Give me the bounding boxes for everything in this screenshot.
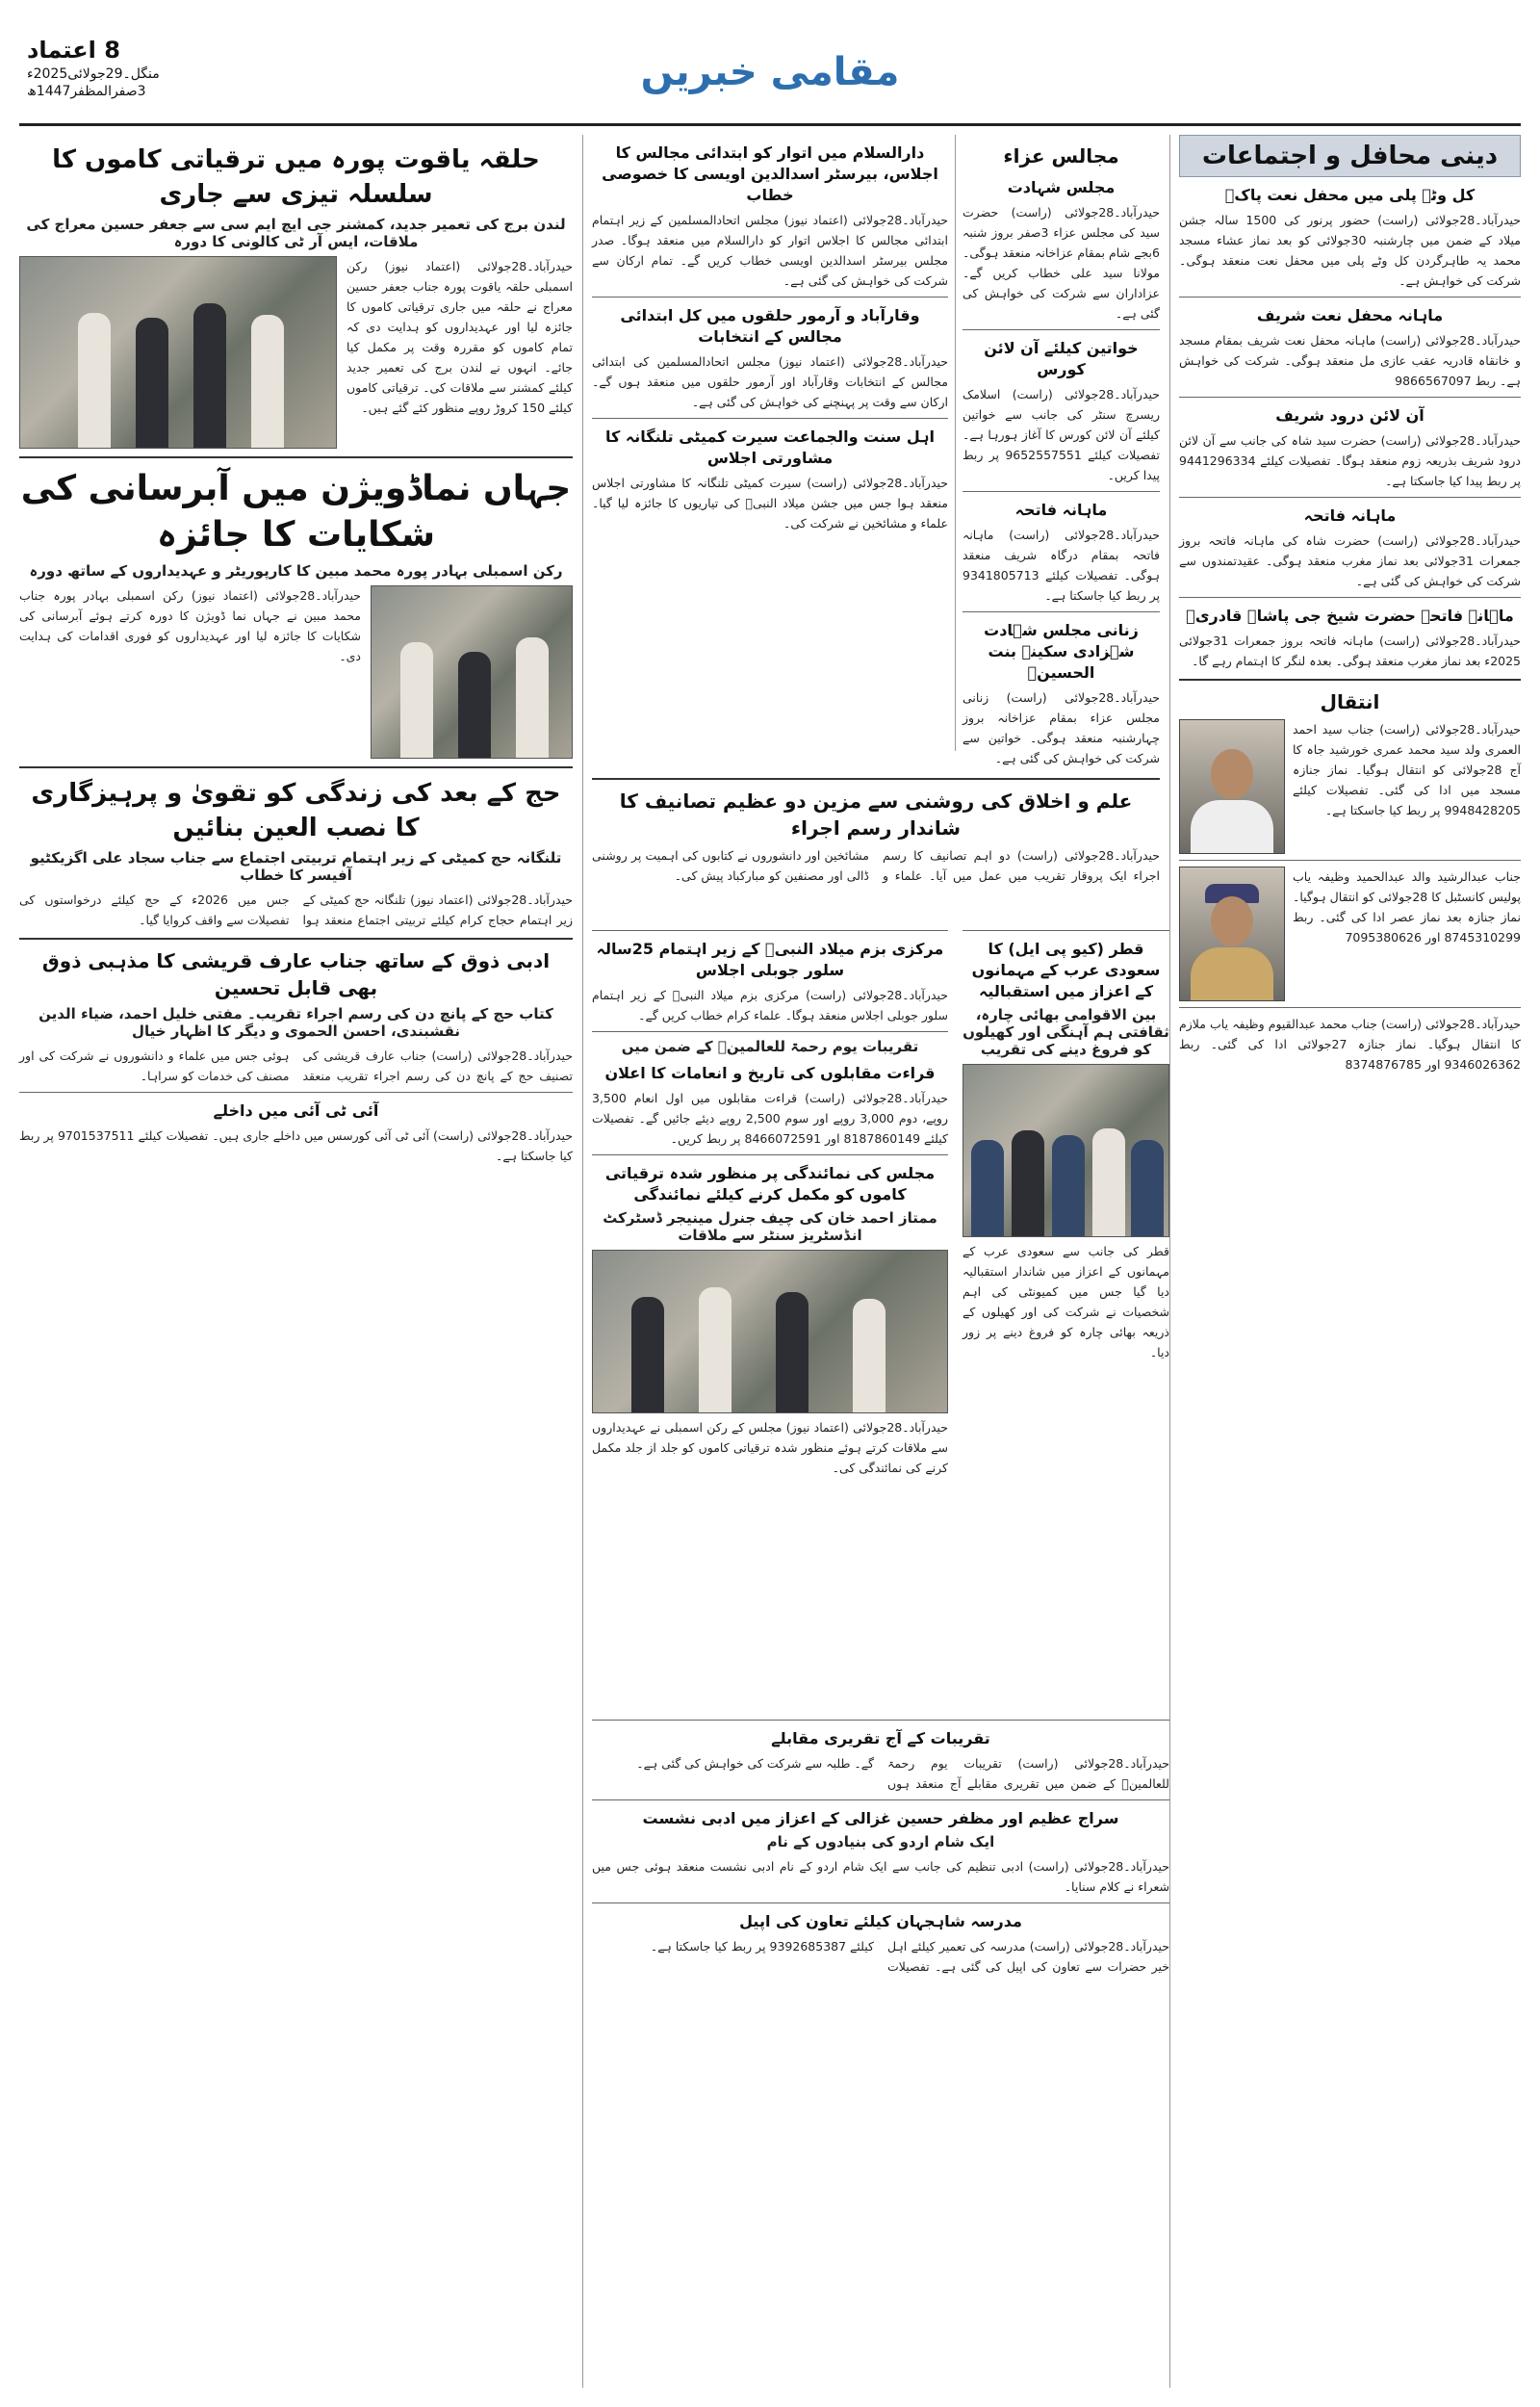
divider: [1179, 679, 1521, 681]
second-subhead: رکن اسمبلی بہادر پورہ محمد مبین کا کارپوریٹر و عہدیداروں کے ساتھ دورہ: [29, 562, 563, 580]
divider: [592, 1720, 1169, 1721]
site-inspection-photo: [19, 256, 337, 449]
third-body: حیدرآباد۔28جولائی (اعتماد نیوز) تلنگانہ حج کمیٹی کے زیر اہتمام حجاج کرام کیلئے تربیتی اجتماع منعقد ہوا جس میں 2026ء کے حج کیلئے درخواستوں کی تفصیلات سے واقف کروایا گیا۔: [19, 893, 573, 927]
story-body: حیدرآباد۔28جولائی (راست) دو اہم تصانیف کا رسم اجراء ایک پروقار تقریب میں عمل میں آیا۔ علماء و مشائخین اور دانشوروں نے کتابوں کی اہمیت پر روشنی ڈالی اور مصنفین کو مبارکباد پیش کی۔: [592, 848, 1160, 883]
obituary-2: [1179, 867, 1521, 1001]
item-head: ماہانہ محفل نعت شریف: [1256, 306, 1444, 324]
iti-body: حیدرآباد۔28جولائی (راست) آئی ٹی آئی کورسس میں داخلے جاری ہیں۔ تفصیلات کیلئے 9701537511 پر ربط کیا جاسکتا ہے۔: [19, 1128, 573, 1163]
person: [251, 315, 284, 448]
person: [631, 1297, 664, 1412]
lead-column: [19, 135, 573, 1166]
group-photo: [962, 1064, 1169, 1237]
divider: [19, 938, 573, 940]
story-body: حیدرآباد۔28جولائی (اعتماد نیوز) مجلس اتحادالمسلمین کے زیر اہتمام ابتدائی مجالس کا اجلاس اتوار کو دارالسلام میں منعقد ہوگا۔ صدر مجلس بیرسٹر اسدالدین اویسی خطاب کریں گے۔ تمام ارکان سے شرکت کی خواہش کی گئی ہے۔: [592, 213, 948, 288]
item-body: حیدرآباد۔28جولائی (راست) حضرت سید کی مجلس عزاء 3صفر بروز شنبہ 6بجے شام بمقام عزاخانہ منعقد ہوگی۔ مولانا سید علی خطاب کریں گے۔ عزاداران سے شرکت کی خواہش کی گئی ہے۔: [962, 205, 1160, 321]
date-hijri: 3صفرالمظفر1447ھ: [27, 84, 146, 99]
divider: [1179, 397, 1521, 398]
obituary-body: حیدرآباد۔28جولائی (راست) جناب سید احمد العمری ولد سید محمد عمری خورشید جاہ کا آج 28جولائی کو انتقال ہوگیا۔ نماز جنازہ مسجد میں ادا کی گئی۔ تفصیلات کیلئے 9948428205 پر ربط کیا جاسکتا ہے۔: [1293, 722, 1522, 817]
fourth-body: حیدرآباد۔28جولائی (راست) جناب عارف قریشی کی تصنیف حج کے پانچ دن کی رسم اجراء تقریب منعقد ہوئی جس میں علماء و دانشوروں نے شرکت کی اور مصنف کی خدمات کو سراہا۔: [19, 1048, 573, 1083]
divider: [592, 1799, 1169, 1800]
shoulders: [1191, 800, 1273, 853]
shoulders: [1191, 947, 1273, 1000]
lower-middle-band: [592, 1714, 1169, 1977]
majalis-column: [962, 135, 1160, 768]
divider: [1179, 297, 1521, 298]
person: [78, 313, 111, 448]
third-headline: حج کے بعد کی زندگی کو تقویٰ و پرہیزگاری کا نصب العین بنائیں: [31, 779, 561, 842]
story-body: حیدرآباد۔28جولائی (راست) سیرت کمیٹی تلنگانہ کا مشاورتی اجلاس منعقد ہوا جس میں جشن میلاد النبیؐ کی تیاریوں کا جائزہ لیا گیا۔ علماء و مشائخین نے شرکت کی۔: [592, 476, 948, 531]
item-head: خواتین کیلئے آن لائن کورس: [984, 339, 1139, 378]
item-head: ماہانہ فاتحہ حضرت شیخ جی پاشاہ قادریؒ: [1186, 607, 1514, 625]
person: [516, 637, 549, 758]
item-body: حیدرآباد۔28جولائی (راست) زنانی مجلس عزاء بمقام عزاخانہ بروز چہارشنبہ منعقد ہوگی۔ خواتین سے شرکت کی خواہش کی گئی ہے۔: [962, 690, 1160, 765]
divider: [592, 297, 948, 298]
issue-date: [27, 65, 181, 100]
story-body: حیدرآباد۔28جولائی (راست) مرکزی بزم میلاد النبیؐ کے زیر اہتمام سلور جوبلی اجلاس منعقد ہوگا۔ علماء کرام خطاب کریں گے۔: [592, 988, 948, 1022]
divider: [19, 1092, 573, 1093]
divider: [19, 456, 573, 458]
divider: [1179, 860, 1521, 861]
person: [1052, 1135, 1085, 1236]
divider: [962, 329, 1160, 330]
divider: [962, 491, 1160, 492]
person: [400, 642, 433, 758]
story-head: مرکزی بزم میلاد النبیؐ کے زیر اہتمام 25سالہ سلور جوبلی اجلاس: [596, 940, 944, 979]
divider: [19, 766, 573, 768]
person: [1131, 1140, 1164, 1236]
lead-subhead: لندن برج کی تعمیر جدید، کمشنر جی ایچ ایم سی سے جعفر حسین معراج کی ملاقات، ایس آر ٹی کالونی کا دورہ: [26, 216, 566, 250]
divider: [592, 418, 948, 419]
divider: [962, 611, 1160, 612]
lead-headline: حلقہ یاقوت پورہ میں ترقیاتی کاموں کا سلسلہ تیزی سے جاری: [52, 145, 540, 209]
majalis-title: مجالس عزاء: [1003, 144, 1119, 168]
divider: [592, 1154, 948, 1155]
item-body: حیدرآباد۔28جولائی (راست) ماہانہ فاتحہ بمقام درگاہ شریف منعقد ہوگی۔ تفصیلات کیلئے 9341805713 پر ربط کیا جاسکتا ہے۔: [962, 528, 1160, 603]
fourth-headline: ادبی ذوق کے ساتھ جناب عارف قریشی کا مذہبی ذوق بھی قابل تحسین: [41, 949, 551, 999]
story-body: حیدرآباد۔28جولائی (راست) مدرسہ کی تعمیر کیلئے اہل خیر حضرات سے تعاون کی اپیل کی گئی ہے۔ تفصیلات کیلئے 9392685387 پر ربط کیا جاسکتا ہے۔: [650, 1939, 1169, 1974]
lead-story: [19, 256, 573, 449]
divider: [962, 930, 1169, 931]
divider: [592, 1902, 1169, 1903]
story-sub: ایک شام اردو کی بنیادوں کے نام: [766, 1833, 995, 1851]
story-head: سراج عظیم اور مظفر حسین غزالی کے اعزاز میں ادبی نشست: [642, 1809, 1119, 1827]
iti-headline: آئی ٹی آئی میں داخلے: [213, 1101, 379, 1120]
story-body: قطر کی جانب سے سعودی عرب کے مہمانوں کے اعزاز میں شاندار استقبالیہ دیا گیا جس میں کمیونٹی کی اہم شخصیات نے شرکت کی اور کھیلوں کے ذریعہ بھائی چارہ کو فروغ دینے پر زور دیا۔: [962, 1244, 1169, 1359]
item-body: حیدرآباد۔28جولائی (راست) ماہانہ محفل نعت شریف بمقام مسجد و خانقاہ قادریہ عقب عازی مل منعقد ہوگی۔ شرکت کی خواہش ہے۔ ربط 9866567097: [1179, 333, 1521, 388]
column-rule: [582, 135, 583, 2388]
item-body: حیدرآباد۔28جولائی (راست) حضرت شاہ کی ماہانہ فاتحہ بروز جمعرات 31جولائی بعد نماز مغرب منعقد ہوگی۔ عقیدتمندوں سے شرکت کی خواہش کی گئی ہے۔: [1179, 533, 1521, 588]
person: [1092, 1128, 1125, 1236]
story-body: حیدرآباد۔28جولائی (راست) قراءت مقابلوں میں اول انعام 3,500 روپے، دوم 3,000 روپے اور سوم 2,500 روپے دیئے جائیں گے۔ تفصیلات کیلئے 8187860149 اور 8466072591 پر ربط کریں۔: [592, 1091, 948, 1146]
divider: [1179, 497, 1521, 498]
lead-body: حیدرآباد۔28جولائی (اعتماد نیوز) رکن اسمبلی حلقہ یاقوت پورہ جناب جعفر حسین معراج نے حلقہ میں جاری ترقیاتی کاموں کا جائزہ لیا اور عہدیداروں کو ہدایت دی کہ تمام کاموں کو مقررہ وقت پر مکمل کیا جائے۔ انہوں نے لندن برج کی تعمیر جدید کیلئے کمشنر سے ملاقات کی۔ ترقیاتی کاموں کیلئے 150 کروڑ روپے منظور کئے گئے ہیں۔: [346, 259, 573, 415]
obituary-1: [1179, 719, 1521, 854]
divider: [1179, 1007, 1521, 1008]
divider: [592, 1031, 948, 1032]
masthead-rule: [19, 123, 1521, 126]
story-head: دارالسلام میں اتوار کو ابتدائی مجالس کا اجلاس، بیرسٹر اسدالدین اویسی کا خصوصی خطاب: [602, 143, 938, 204]
portrait-photo: [1179, 719, 1285, 854]
middle-news-column-lower: [592, 924, 948, 1478]
story-sub: تقریبات یوم رحمۃ للعالمینؐ کے ضمن میں: [621, 1038, 919, 1055]
qpl-story: [962, 924, 1169, 1362]
story-head: تقریبات کے آج تقریری مقابلے: [771, 1729, 990, 1747]
obituary-body: جناب عبدالرشید والد عبدالحمید وظیفہ یاب پولیس کانسٹبل کا 28جولائی کو انتقال ہوگیا۔ نماز جنازہ بعد نماز عصر ادا کی گئی۔ ربط 8745310299 اور 7095380626: [1293, 869, 1521, 945]
story-head: مدرسہ شاہجہان کیلئے تعاون کی اپیل: [739, 1912, 1022, 1930]
second-story: [19, 585, 573, 759]
story-head: اہل سنت والجماعت سیرت کمیٹی تلنگانہ کا مشاورتی اجلاس: [605, 427, 935, 467]
meeting-photo: [592, 1250, 948, 1413]
item-body: حیدرآباد۔28جولائی (راست) حضرت سید شاہ کی جانب سے آن لائن درود شریف بذریعہ زوم منعقد ہوگا۔ تفصیلات کیلئے 9441296334 پر ربط پیدا کیا جاسکتا ہے۔: [1179, 433, 1521, 488]
divider: [592, 930, 948, 931]
divider: [1179, 597, 1521, 598]
person: [136, 318, 168, 448]
item-head: مجلس شہادت: [1007, 178, 1116, 196]
second-headline: جہاں نماڈویژن میں آبرسانی کی شکایات کا جائزہ: [20, 469, 572, 555]
divider: [592, 778, 1160, 780]
religious-banner: دینی محافل و اجتماعات: [1179, 135, 1521, 177]
item-head: زنانی مجلس شہادت شہزادی سکینہ بنت الحسینؑ: [984, 621, 1139, 682]
face: [1211, 896, 1253, 946]
person: [776, 1292, 808, 1412]
page-number: 8 اعتماد: [27, 37, 120, 64]
item-body: حیدرآباد۔28جولائی (راست) اسلامک ریسرچ سنٹر کی جانب سے خواتین کیلئے آن لائن کورس کا آغاز ہورہا ہے۔ تفصیلات کیلئے 9652557551 پر ربط پیدا کریں۔: [962, 387, 1160, 482]
story-sub: بین الاقوامی بھائی چارہ، ثقافتی ہم آہنگی اور کھیلوں کو فروغ دینے کی تقریب: [962, 1006, 1169, 1058]
section-title: مقامی خبریں: [640, 50, 900, 94]
person: [853, 1299, 886, 1412]
person: [458, 652, 491, 758]
person: [193, 303, 226, 448]
third-subhead: تلنگانہ حج کمیٹی کے زیر اہتمام تربیتی اجتماع سے جناب سجاد علی اگزیکٹیو آفیسر کا خطاب: [30, 849, 562, 884]
person: [1012, 1130, 1044, 1236]
person: [971, 1140, 1004, 1236]
story-head: قراءت مقابلوں کی تاریخ و انعامات کا اعلان: [604, 1064, 936, 1082]
obituary-title: انتقال: [1320, 690, 1380, 713]
person: [699, 1287, 732, 1412]
item-body: حیدرآباد۔28جولائی (راست) ماہانہ فاتحہ بروز جمعرات 31جولائی 2025ء بعد نماز مغرب منعقد ہوگی۔ بعدہ لنگر کا اہتمام رہے گا۔: [1179, 634, 1521, 668]
column-rule: [955, 135, 956, 751]
story-head: وقارآباد و آرمور حلقوں میں کل ابتدائی مجالس کے انتخابات: [620, 306, 920, 346]
item-head: ماہانہ فاتحہ: [1303, 506, 1397, 525]
story-head: علم و اخلاق کی روشنی سے مزین دو عظیم تصانیف کا شاندار رسم اجراء: [619, 789, 1133, 840]
story-body: حیدرآباد۔28جولائی (اعتماد نیوز) مجلس کے رکن اسمبلی نے عہدیداروں سے ملاقات کرتے ہوئے منظور شدہ ترقیاتی کاموں کو جلد از جلد مکمل کرنے کی نمائندگی کی۔: [592, 1420, 948, 1475]
date-gregorian: منگل۔29جولائی2025ء: [27, 66, 160, 82]
item-head: آن لائن درود شریف: [1275, 406, 1424, 425]
face: [1211, 749, 1253, 799]
water-inspection-photo: [371, 585, 573, 759]
religious-column: [1179, 135, 1521, 1074]
item-head: ماہانہ فاتحہ: [1014, 501, 1108, 519]
masthead: [0, 0, 1540, 125]
story-head: مجلس کی نمائندگی پر منظور شدہ ترقیاتی کاموں کو مکمل کرنے کیلئے نمائندگی: [604, 1164, 936, 1204]
story-body: حیدرآباد۔28جولائی (راست) ادبی تنظیم کی جانب سے ایک شام اردو کے نام ادبی نشست منعقد ہوئی جس میں شعراء نے کلام سنایا۔: [592, 1859, 1169, 1894]
second-body: حیدرآباد۔28جولائی (اعتماد نیوز) رکن اسمبلی بہادر پورہ جناب محمد مبین نے جہاں نما ڈویژن کا دورہ کرتے ہوئے آبرسانی کی شکایات کا جائزہ لیا اور عہدیداروں کو فوری اقدامات کی ہدایت دی۔: [19, 588, 361, 663]
story-head: قطر (کیو پی ایل) کا سعودی عرب کے مہمانوں کے اعزاز میں استقبالیہ: [971, 940, 1161, 1000]
story-sub: ممتاز احمد خان کی چیف جنرل مینیجر ڈسٹرکٹ انڈسٹریز سنٹر سے ملاقات: [603, 1209, 937, 1244]
portrait-photo: [1179, 867, 1285, 1001]
fourth-subhead: کتاب حج کے پانچ دن کی رسم اجراء تقریب۔ مفتی خلیل احمد، ضیاء الدین نقشبندی، احسن الحموی و دیگر کا اظہار خیال: [38, 1005, 553, 1040]
books-release-story: [592, 770, 1160, 886]
story-body: حیدرآباد۔28جولائی (اعتماد نیوز) مجلس اتحادالمسلمین کی ابتدائی مجالس کے انتخابات وقارآباد اور آرمور حلقوں میں منعقد ہوں گے۔ ارکان سے وقت پر پہنچنے کی خواہش کی گئی ہے۔: [592, 354, 948, 409]
column-rule: [1169, 135, 1170, 2388]
middle-news-column: [592, 135, 948, 533]
item-body: حیدرآباد۔28جولائی (راست) حضور پرنور کی 1500 سالہ جشن میلاد کے ضمن میں چارشنبہ 30جولائی کو بعد نماز عشاء مسجد محمد یہ طاہرگردن کل وٹے پلی میں محفل نعت منعقد ہوگی۔ شرکت کی خواہش ہے۔: [1179, 213, 1521, 288]
story-body: حیدرآباد۔28جولائی (راست) تقریبات یوم رحمۃ للعالمینؐ کے ضمن میں تقریری مقابلے آج منعقد ہوں گے۔ طلبہ سے شرکت کی خواہش کی گئی ہے۔: [636, 1756, 1169, 1791]
obituary-body: حیدرآباد۔28جولائی (راست) جناب محمد عبدالقیوم وظیفہ یاب ملازم کا انتقال ہوگیا۔ نماز جنازہ 27جولائی ادا کی گئی۔ ربط 9346026362 اور 8374876785: [1179, 1017, 1522, 1072]
item-head: کل وٹے پلی میں محفل نعت پاکؐ: [1224, 186, 1476, 204]
